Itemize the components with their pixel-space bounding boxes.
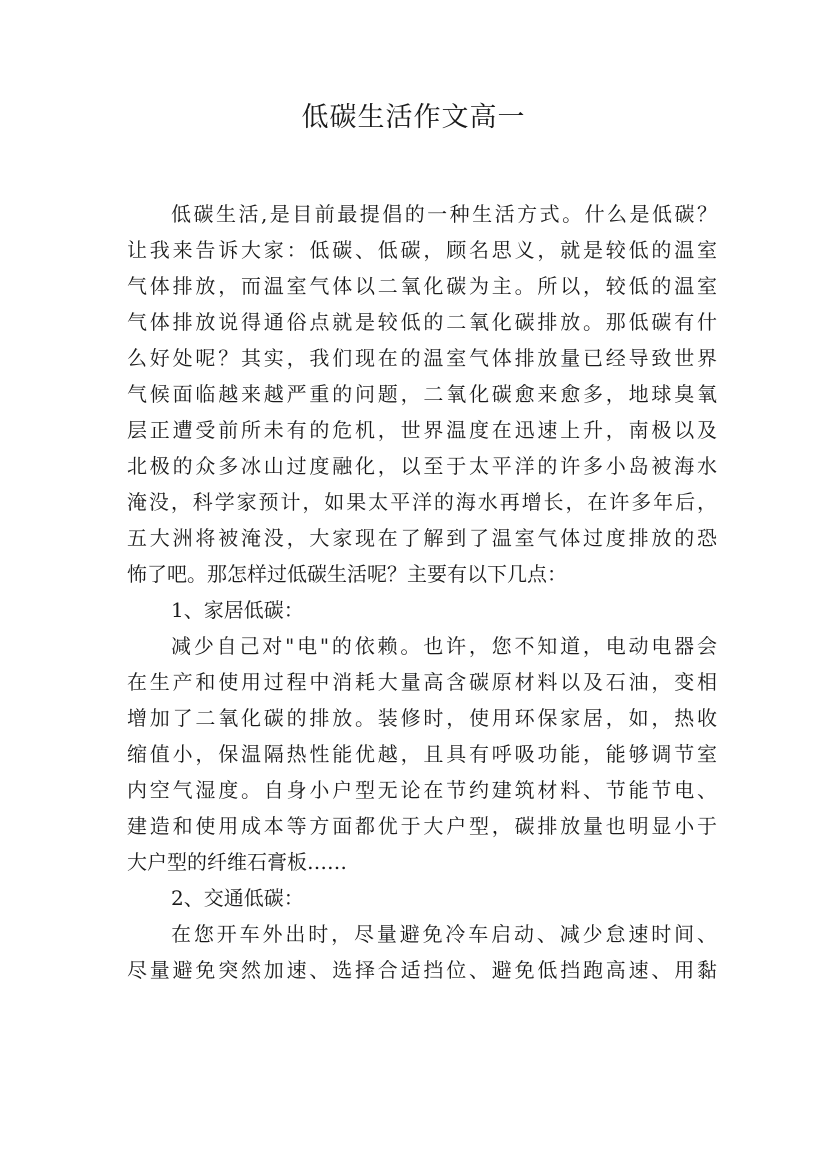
text-line: 让我来告诉大家：低碳、低碳，顾名思义，就是较低的温室 <box>127 238 717 262</box>
text-line: 1、家居低碳： <box>171 598 304 622</box>
text-line: 么好处呢？其实，我们现在的温室气体排放量已经导致世界 <box>127 346 717 370</box>
text-line: 怖了吧。那怎样过低碳生活呢？主要有以下几点： <box>127 562 567 586</box>
text-line: 低碳生活,是目前最提倡的一种生活方式。什么是低碳？ <box>171 202 717 226</box>
text-line: 五大洲将被淹没，大家现在了解到了温室气体过度排放的恐 <box>127 526 717 550</box>
text-line: 建造和使用成本等方面都优于大户型，碳排放量也明显小于 <box>127 814 717 838</box>
text-line: 大户型的纤维石膏板…… <box>127 850 347 874</box>
document-body <box>127 196 717 988</box>
text-line: 气体排放说得通俗点就是较低的二氧化碳排放。那低碳有什 <box>127 310 717 334</box>
text-line: 气候面临越来越严重的问题，二氧化碳愈来愈多，地球臭氧 <box>127 382 717 406</box>
document-title: 低碳生活作文高一 <box>301 102 526 133</box>
text-line: 减少自己对"电"的依赖。也许，您不知道，电动电器会 <box>171 634 717 658</box>
text-line: 2、交通低碳： <box>171 886 304 910</box>
text-line: 淹没，科学家预计，如果太平洋的海水再增长，在许多年后， <box>127 490 717 514</box>
text-line: 缩值小，保温隔热性能优越，且具有呼吸功能，能够调节室 <box>127 742 717 766</box>
text-line: 在您开车外出时，尽量避免冷车启动、减少怠速时间、 <box>171 922 717 946</box>
text-line: 气体排放，而温室气体以二氧化碳为主。所以，较低的温室 <box>127 274 717 298</box>
text-line: 内空气湿度。自身小户型无论在节约建筑材料、节能节电、 <box>127 778 717 802</box>
text-line: 尽量避免突然加速、选择合适挡位、避免低挡跑高速、用黏 <box>127 958 717 982</box>
text-line: 在生产和使用过程中消耗大量高含碳原材料以及石油，变相 <box>127 670 717 694</box>
text-line: 北极的众多冰山过度融化，以至于太平洋的许多小岛被海水 <box>127 454 717 478</box>
text-line: 层正遭受前所未有的危机，世界温度在迅速上升，南极以及 <box>127 418 717 442</box>
text-line: 增加了二氧化碳的排放。装修时，使用环保家居，如，热收 <box>127 706 717 730</box>
